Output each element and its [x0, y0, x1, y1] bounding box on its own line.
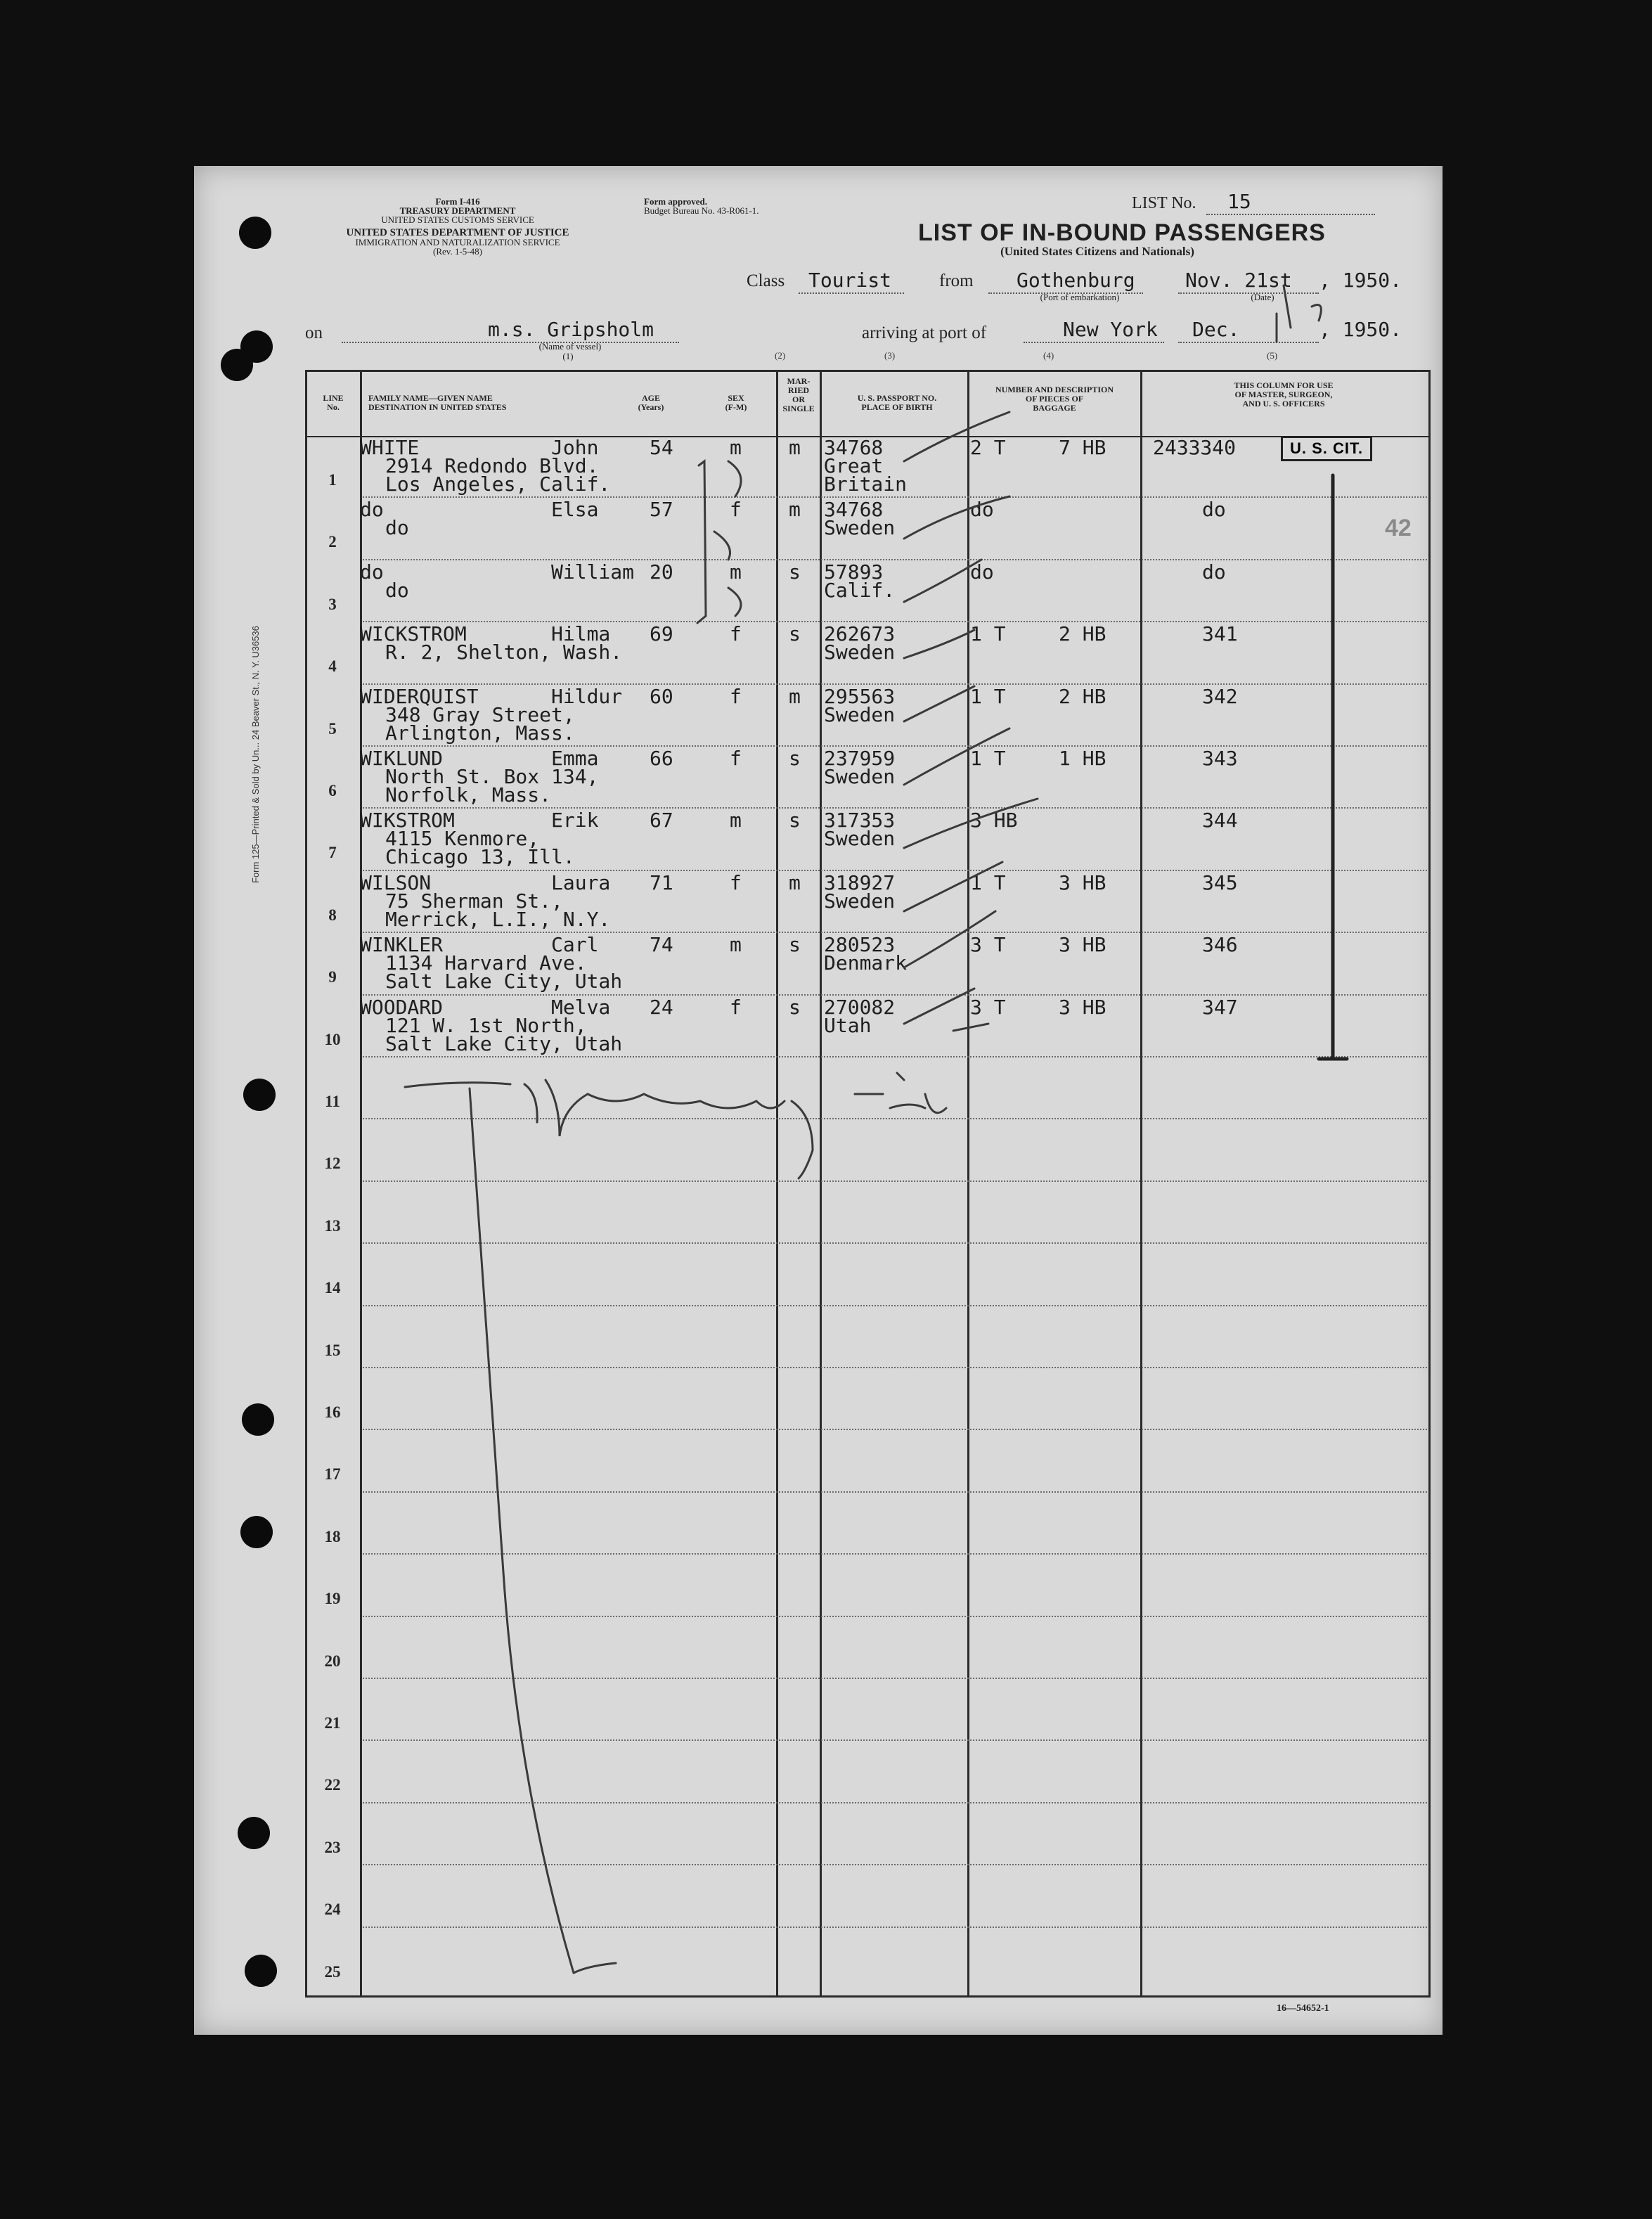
list-number: 15: [1227, 190, 1251, 213]
birth-place: Denmark: [824, 951, 908, 975]
officer-entry: 344: [1202, 809, 1238, 832]
on-label: on: [305, 323, 323, 342]
line-number: 24: [324, 1900, 341, 1919]
immigration-service: IMMIGRATION AND NATURALIZATION SERVICE: [355, 237, 560, 247]
col-header-line: LINE No.: [323, 393, 344, 412]
class-value: Tourist: [808, 269, 892, 292]
us-citizen-stamp: U. S. CIT.: [1281, 436, 1372, 461]
address-line-1: 1134 Harvard Ave.: [385, 951, 587, 975]
sex: f: [730, 684, 742, 708]
officer-entry: 2433340: [1153, 436, 1237, 459]
passport-number: 295563: [824, 684, 896, 708]
line-number: 9: [328, 968, 337, 986]
cancel-stroke: [405, 1083, 616, 1973]
line-number: 11: [325, 1093, 340, 1110]
age: 60: [650, 684, 673, 708]
family-name: WIKLUND: [360, 747, 444, 770]
line-number: 14: [324, 1279, 341, 1297]
handwritten-annotations: [194, 166, 1443, 2035]
line-number: 12: [324, 1154, 341, 1173]
passport-number: 262673: [824, 622, 896, 646]
age: 20: [650, 560, 673, 584]
col-number-5: (5): [1267, 350, 1278, 361]
page-number: 42: [1385, 515, 1412, 541]
family-name: do: [360, 498, 384, 522]
family-name: WIKSTROM: [360, 809, 455, 832]
baggage-hand: 7 HB: [1059, 436, 1106, 459]
line-number: 5: [328, 719, 337, 738]
address-line-1: 75 Sherman St.,: [385, 889, 563, 913]
printer-imprint: Form 125—Printed & Sold by Un... 24 Beaver St., N. Y. U36536: [250, 626, 261, 883]
marital-status: s: [789, 622, 801, 646]
arrival-port: New York: [1063, 318, 1158, 341]
sex: m: [730, 809, 742, 832]
marital-status: m: [789, 684, 801, 708]
birth-place: Great: [824, 454, 884, 477]
passport-number: 34768: [824, 498, 884, 522]
address-line-2: Chicago 13, Ill.: [385, 845, 575, 869]
officer-entry: 342: [1202, 684, 1238, 708]
line-number: 17: [324, 1465, 341, 1484]
baggage-count: 3 HB: [970, 809, 1018, 832]
embarkation-port: Gothenburg: [1017, 269, 1135, 292]
officer-entry: do: [1202, 498, 1226, 522]
address-line-1: North St. Box 134,: [385, 765, 599, 788]
marital-status: m: [789, 436, 801, 459]
line-number: 13: [324, 1216, 341, 1235]
arriving-label: arriving at port of: [862, 323, 987, 342]
family-name: WINKLER: [360, 933, 444, 957]
col-header-baggage: NUMBER AND DESCRIPTION OF PIECES OF BAGGAGE: [995, 385, 1114, 413]
marital-status: s: [789, 560, 801, 584]
address-line-2: Norfolk, Mass.: [385, 783, 552, 806]
port-caption: (Port of embarkation): [1040, 292, 1120, 302]
given-name: Melva: [551, 995, 611, 1019]
family-name: WOODARD: [360, 995, 444, 1019]
marital-status: s: [789, 995, 801, 1019]
revision: (Rev. 1-5-48): [433, 246, 482, 257]
line-number: 23: [324, 1838, 341, 1856]
baggage-count: 2 T: [970, 436, 1006, 459]
officer-entry: do: [1202, 560, 1226, 584]
baggage-count: 1 T: [970, 870, 1006, 894]
arrival-date: Dec.: [1192, 318, 1240, 341]
given-name: Laura: [551, 870, 611, 894]
budget-bureau: Budget Bureau No. 43-R061-1.: [644, 205, 759, 216]
departure-year: , 1950.: [1319, 269, 1402, 292]
departure-date: Nov. 21st: [1185, 269, 1292, 292]
form-approved: Form approved.: [644, 196, 708, 207]
passport-number: 280523: [824, 933, 896, 957]
age: 24: [650, 995, 673, 1019]
birth-place: Sweden: [824, 702, 896, 726]
stamp-bracket-line: [1319, 475, 1347, 1059]
passport-number: 318927: [824, 870, 896, 894]
officer-entry: 341: [1202, 622, 1238, 646]
age: 67: [650, 809, 673, 832]
col-header-passport: U. S. PASSPORT NO. PLACE OF BIRTH: [857, 393, 937, 412]
page-subtitle: (United States Citizens and Nationals): [1000, 245, 1194, 258]
officer-entry: 347: [1202, 995, 1238, 1019]
passport-number: 57893: [824, 560, 884, 584]
baggage-hand: 1 HB: [1059, 747, 1106, 770]
vessel-caption: (Name of vessel): [538, 341, 602, 352]
col-header-age: AGE (Years): [638, 393, 664, 412]
line-number: 18: [324, 1527, 341, 1545]
baggage-count: do: [970, 498, 994, 522]
baggage-hand: 3 HB: [1059, 870, 1106, 894]
address-line-2: Los Angeles, Calif.: [385, 472, 611, 496]
marital-status: s: [789, 933, 801, 957]
line-number: 19: [324, 1590, 341, 1608]
sex: f: [730, 622, 742, 646]
given-name: John: [551, 436, 599, 459]
given-name: Carl: [551, 933, 599, 957]
given-name: Elsa: [551, 498, 599, 522]
col-number-4: (4): [1043, 350, 1054, 361]
age: 54: [650, 436, 673, 459]
address-line-1: 2914 Redondo Blvd.: [385, 454, 599, 477]
given-name: Erik: [551, 809, 599, 832]
address-line-2: Arlington, Mass.: [385, 721, 575, 745]
marital-status: m: [789, 498, 801, 522]
marital-status: s: [789, 809, 801, 832]
passport-number: 270082: [824, 995, 896, 1019]
line-number: 2: [328, 533, 337, 551]
line-number: 20: [324, 1652, 341, 1670]
family-name: WHITE: [360, 436, 420, 459]
passport-number: 34768: [824, 436, 884, 459]
baggage-count: 1 T: [970, 747, 1006, 770]
class-label: Class: [747, 271, 785, 290]
sex: f: [730, 747, 742, 770]
marital-status: s: [789, 747, 801, 770]
family-bracket: [697, 461, 741, 623]
treasury-dept: TREASURY DEPARTMENT: [399, 205, 516, 216]
age: 66: [650, 747, 673, 770]
justice-dept: UNITED STATES DEPARTMENT OF JUSTICE: [346, 227, 569, 238]
baggage-count: 3 T: [970, 933, 1006, 957]
address-line-1: R. 2, Shelton, Wash.: [385, 641, 623, 664]
family-name: do: [360, 560, 384, 584]
page-title: LIST OF IN-BOUND PASSENGERS: [918, 219, 1326, 246]
line-number: 10: [324, 1030, 341, 1048]
officer-entry: 346: [1202, 933, 1238, 957]
date-caption: (Date): [1251, 292, 1275, 302]
address-line-2: Salt Lake City, Utah: [385, 970, 623, 993]
birth-place: Sweden: [824, 827, 896, 851]
sex: m: [730, 933, 742, 957]
birth-place: Sweden: [824, 765, 896, 788]
col-header-officers: THIS COLUMN FOR USE OF MASTER, SURGEON, AND U. S. OFFICERS: [1234, 380, 1334, 409]
footer-code: 16—54652-1: [1277, 2003, 1329, 2014]
baggage-count: 1 T: [970, 622, 1006, 646]
sex: f: [730, 870, 742, 894]
baggage-hand: 2 HB: [1059, 622, 1106, 646]
line-number: 21: [324, 1714, 341, 1732]
baggage-count: do: [970, 560, 994, 584]
birth-place-2: Britain: [824, 472, 908, 496]
arrival-year: , 1950.: [1319, 318, 1402, 341]
officer-entry: 345: [1202, 870, 1238, 894]
col-number-2: (2): [775, 350, 786, 361]
col-header-name: FAMILY NAME—GIVEN NAME DESTINATION IN UNITED STATES: [368, 393, 507, 412]
address-line-1: do: [385, 578, 409, 602]
given-name: Emma: [551, 747, 599, 770]
given-name: Hildur: [551, 684, 623, 708]
birth-place: Sweden: [824, 516, 896, 540]
line-number: 7: [328, 844, 337, 862]
birth-place: Utah: [824, 1013, 872, 1037]
line-number: 22: [324, 1776, 341, 1794]
from-label: from: [939, 271, 974, 290]
sex: m: [730, 560, 742, 584]
address-line-1: 348 Gray Street,: [385, 702, 575, 726]
age: 57: [650, 498, 673, 522]
sex: f: [730, 498, 742, 522]
baggage-hand: 3 HB: [1059, 995, 1106, 1019]
address-line-2: Salt Lake City, Utah: [385, 1031, 623, 1055]
col-header-married: MAR- RIED OR SINGLE: [782, 376, 815, 413]
passport-number: 237959: [824, 747, 896, 770]
sex: m: [730, 436, 742, 459]
line-number: 6: [328, 782, 337, 799]
passport-number: 317353: [824, 809, 896, 832]
address-line-2: Merrick, L.I., N.Y.: [385, 907, 611, 931]
baggage-count: 3 T: [970, 995, 1006, 1019]
given-name: Hilma: [551, 622, 611, 646]
officer-signature: [524, 1073, 946, 1178]
col-number-3: (3): [884, 350, 896, 361]
address-line-1: do: [385, 516, 409, 540]
baggage-count: 1 T: [970, 684, 1006, 708]
line-number: 8: [328, 906, 337, 924]
marital-status: m: [789, 870, 801, 894]
birth-place: Sweden: [824, 641, 896, 664]
line-number: 3: [328, 595, 337, 613]
age: 69: [650, 622, 673, 646]
form-number: Form I-416: [435, 196, 480, 207]
col-header-sex: SEX (F-M): [725, 393, 747, 412]
col-number-1: (1): [562, 351, 574, 361]
family-name: WILSON: [360, 870, 432, 894]
passenger-manifest-sheet: [194, 166, 1443, 2035]
address-line-1: 121 W. 1st North,: [385, 1013, 587, 1037]
line-number: 25: [324, 1962, 341, 1981]
customs-service: UNITED STATES CUSTOMS SERVICE: [381, 214, 534, 225]
officer-entry: 343: [1202, 747, 1238, 770]
age: 71: [650, 870, 673, 894]
sex: f: [730, 995, 742, 1019]
line-number: 4: [328, 657, 337, 676]
address-line-1: 4115 Kenmore,: [385, 827, 540, 851]
family-name: WICKSTROM: [360, 622, 467, 646]
given-name: William: [551, 560, 635, 584]
baggage-hand: 2 HB: [1059, 684, 1106, 708]
line-number: 1: [328, 471, 337, 489]
line-number: 16: [324, 1403, 341, 1421]
line-number: 15: [324, 1341, 341, 1359]
baggage-hand: 3 HB: [1059, 933, 1106, 957]
vessel-name: m.s. Gripsholm: [488, 318, 654, 341]
age: 74: [650, 933, 673, 957]
birth-place: Calif.: [824, 578, 896, 602]
birth-place: Sweden: [824, 889, 896, 913]
family-name: WIDERQUIST: [360, 684, 479, 708]
list-number-label: LIST No.: [1132, 194, 1196, 212]
